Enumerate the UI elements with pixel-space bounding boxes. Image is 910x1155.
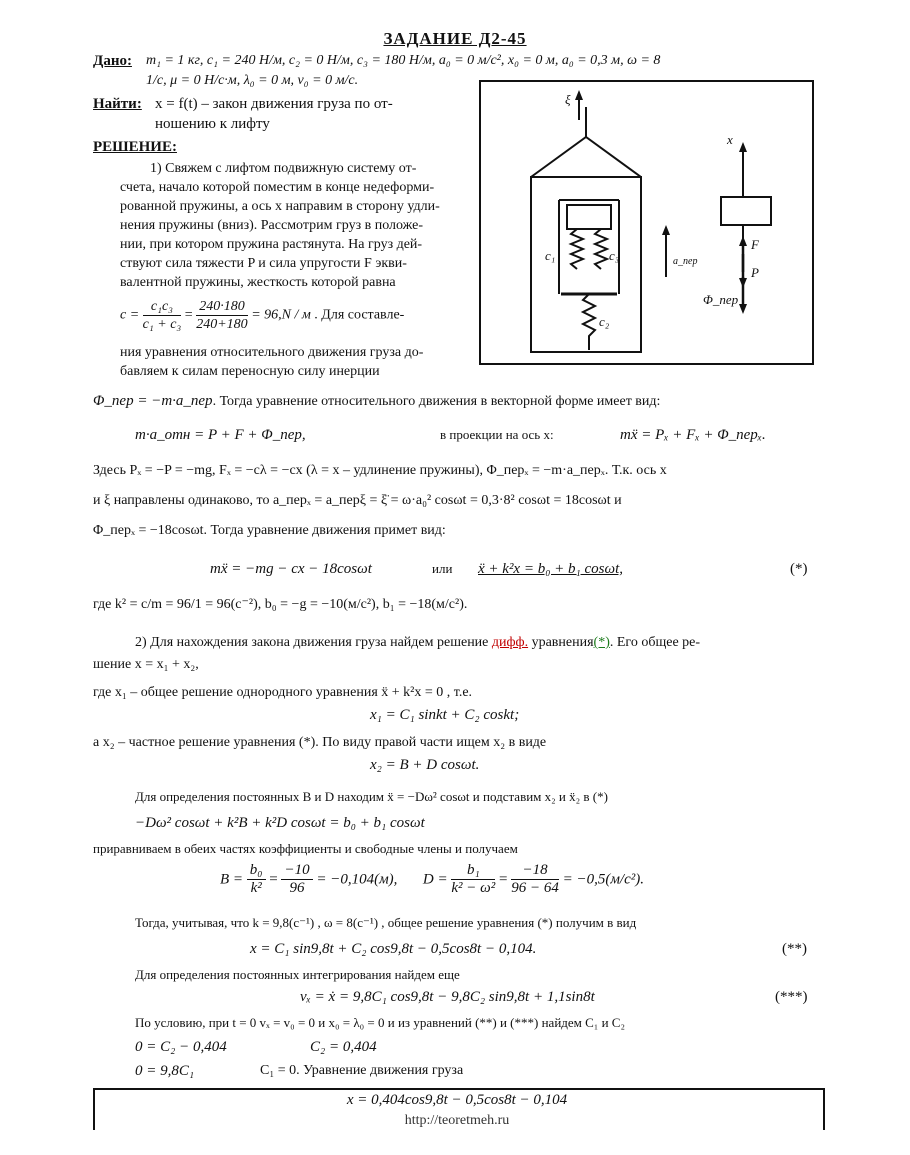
paragraph-2-line-2: и ξ направлены одинаково, то a_перₓ = a_перξ = ξ̈ = ω·a₀² cosωt = 0,3·8² cosωt = 18cosωt и xyxy=(93,493,622,508)
B-fraction-2 xyxy=(281,862,312,897)
stiffness-denominator-2: 240+180 xyxy=(196,317,248,332)
aper-arrowhead xyxy=(662,225,670,235)
paragraph-1-line-6: ствуют сила тяжести P и сила упругости F экви- xyxy=(120,256,407,271)
force-P-arrowhead xyxy=(739,278,747,288)
paragraph-3-line-1-e: . Его общее ре- xyxy=(609,635,701,650)
paragraph-3-line-1-diff: дифф. xyxy=(491,635,529,650)
motion-equation: mẍ = −mg − cx − 18cosωt xyxy=(210,561,372,577)
site-url: http://teoretmeh.ru xyxy=(404,1113,510,1128)
stiffness-numerator-1: c₁c₃ xyxy=(143,298,182,316)
projection-equation: mẍ = Pₓ + Fₓ + Φ_перₓ. xyxy=(620,427,766,443)
x2-equation: x₂ = B + D cosωt. xyxy=(370,757,480,773)
solution-label: РЕШЕНИЕ: xyxy=(93,139,177,155)
paragraph-3-line-1-a: 2) Для нахождения закона движения груза найдем решение xyxy=(135,635,489,650)
figure-label-P: P xyxy=(751,265,759,280)
paragraph-1-line-7: валентной пружины, жесткость которой равна xyxy=(120,275,396,290)
load-box-shape xyxy=(567,205,611,229)
paragraph-5-line-2: Для определения постоянных интегрирования найдем еще xyxy=(135,967,460,982)
paragraph-3-line-4: а x₂ – частное решение уравнения (*). По виду правой части ищем x₂ в виде xyxy=(93,735,547,750)
find-label: Найти: xyxy=(93,96,142,112)
figure-label-Phi: Φ_пер xyxy=(703,292,739,307)
paragraph-2-line-1: Здесь Pₓ = −P = −mg, Fₓ = −cλ = −cx (λ = x – удлинение пружины), Φ_перₓ = −m·a_перₓ. Т.к. ось x xyxy=(93,463,667,478)
D-fraction-1 xyxy=(451,862,495,897)
paragraph-2-line-3: Φ_перₓ = −18cosωt. Тогда уравнение движения примет вид: xyxy=(93,523,446,538)
B-result: = −0,104(м), xyxy=(316,871,398,888)
stiffness-lhs: c = xyxy=(120,307,140,323)
given-line-1: m₁ = 1 кг, c₁ = 240 Н/м, c₂ = 0 Н/м, c₃ = 180 Н/м, a₀ = 0 м/с², x₀ = 0 м, a₀ = 0,3 м, ω = 8 xyxy=(146,53,661,68)
B-denominator-2: 96 xyxy=(289,880,305,896)
inertia-equation: Φ_пер = −m·a_пер xyxy=(93,393,213,409)
stiffness-fraction-1 xyxy=(143,298,182,333)
constant-equation-1: 0 = C₂ − 0,404 xyxy=(135,1039,227,1055)
stiffness-denominator-1: c₁ + c₃ xyxy=(142,317,182,332)
inertia-tail: . Тогда уравнение относительного движения в векторной форме имеет вид: xyxy=(212,394,661,409)
x-axis-arrowhead xyxy=(739,142,747,152)
paragraph-3-line-1-c: уравнения xyxy=(531,635,594,650)
general-solution-tag: (**) xyxy=(782,941,807,957)
figure-label-c3: c₃ xyxy=(609,248,620,263)
paragraph-1-line-4: нения пружины (вниз). Рассмотрим груз в положе- xyxy=(120,218,424,233)
D-result: = −0,5(м/с²). xyxy=(562,871,644,888)
figure-label-c2: c₂ xyxy=(599,314,610,329)
final-equation: x = 0,404cos9,8t − 0,5cos8t − 0,104 xyxy=(346,1092,568,1108)
mechanism-diagram xyxy=(481,82,812,363)
paragraph-1-line-9: бавляем к силам переносную силу инерции xyxy=(120,364,380,379)
paragraph-4-line-2: приравниваем в обеих частях коэффициенты и свободные члены и получаем xyxy=(93,841,518,856)
paragraph-1-line-1: 1) Свяжем с лифтом подвижную систему от- xyxy=(150,161,417,176)
paragraph-3-line-1 xyxy=(135,634,700,652)
given-line-2: 1/с, μ = 0 Н/с·м, λ₀ = 0 м, v₀ = 0 м/с. xyxy=(146,73,359,88)
velocity-equation: vₓ = ẋ = 9,8C₁ cos9,8t − 9,8C₂ sin9,8t + 1,1sin8t xyxy=(300,989,595,1005)
figure-label-c1: c₁ xyxy=(545,248,556,263)
force-Phi-arrowhead xyxy=(739,304,747,314)
find-line-1: x = f(t) – закон движения груза по от- xyxy=(155,96,393,112)
x1-equation: x₁ = C₁ sinkt + C₂ coskt; xyxy=(370,707,520,723)
D-numerator-2: −18 xyxy=(511,862,559,880)
figure-label-F: F xyxy=(751,237,759,252)
paragraph-4-line-1: Для определения постоянных B и D находим ẍ = −Dω² cosωt и подставим x₂ и ẍ₂ в (*) xyxy=(135,789,608,804)
force-F-arrowhead xyxy=(739,236,747,246)
constant-equation-2: 0 = 9,8C₁ xyxy=(135,1063,195,1079)
D-fraction-2 xyxy=(511,862,559,897)
general-solution: x = C₁ sin9,8t + C₂ cos9,8t − 0,5cos8t − 0,104. xyxy=(250,941,537,957)
D-lhs: D = xyxy=(422,871,448,888)
D-mid: = xyxy=(499,871,508,888)
spring-c3-shape xyxy=(595,229,607,269)
motion-or-label: или xyxy=(432,561,453,576)
D-numerator-1: b₁ xyxy=(451,862,495,880)
k-squared-line: где k² = c/m = 96/1 = 96(с⁻²), b₀ = −g = −10(м/с²), b₁ = −18(м/с²). xyxy=(93,597,468,612)
elevator-roof-shape xyxy=(531,137,641,177)
vector-equation: m·a_отн = P + F + Φ_пер, xyxy=(135,427,306,443)
stiffness-formula xyxy=(120,298,404,338)
B-numerator-2: −10 xyxy=(281,862,312,880)
B-denominator-1: k² xyxy=(250,880,262,896)
given-label: Дано: xyxy=(93,53,132,69)
paragraph-3-line-2: шение x = x₁ + x₂, xyxy=(93,657,199,672)
B-fraction-1 xyxy=(247,862,266,897)
paragraph-6-line-1: По условию, при t = 0 vₓ = v₀ = 0 и x₀ = λ₀ = 0 и из уравнений (**) и (***) найдем C₁ и C₂ xyxy=(135,1015,626,1030)
D-denominator-1: k² − ω² xyxy=(451,880,496,896)
B-lhs: B = xyxy=(220,871,244,888)
D-denominator-2: 96 − 64 xyxy=(511,880,559,896)
mechanism-figure xyxy=(479,80,814,365)
stiffness-tail: . Для составле- xyxy=(314,307,405,323)
spring-c1-shape xyxy=(571,229,583,269)
inertia-line xyxy=(93,392,660,411)
constant-value-2: C₁ = 0. Уравнение движения груза xyxy=(260,1063,464,1078)
figure-label-aper: a_пер xyxy=(673,256,698,267)
projection-label: в проекции на ось x: xyxy=(440,427,554,442)
paragraph-1-line-8: ния уравнения относительного движения груза до- xyxy=(120,345,424,360)
paragraph-1-line-2: счета, начало которой поместим в конце недеформи- xyxy=(120,180,435,195)
figure-label-x: x xyxy=(727,132,733,147)
paragraph-1-line-3: рованной пружины, а ось x направим в сторону удли- xyxy=(120,199,440,214)
paragraph-3-line-1-ref: (*) xyxy=(593,635,610,650)
motion-canonical-equation: ẍ + k²x = b₀ + b₁ cosωt, xyxy=(478,561,624,577)
spring-c2-shape xyxy=(583,294,595,350)
B-mid: = xyxy=(269,871,278,888)
find-line-2: ношению к лифту xyxy=(155,116,270,132)
B-D-formulas xyxy=(220,862,644,902)
stiffness-fraction-2 xyxy=(196,298,248,333)
paragraph-5-line-1: Тогда, учитывая, что k = 9,8(с⁻¹) , ω = 8(с⁻¹) , общее решение уравнения (*) получим в вид xyxy=(135,915,637,930)
stiffness-result: = 96,N / м xyxy=(251,307,311,323)
paragraph-3-line-3: где x₁ – общее решение однородного уравнения ẍ + k²x = 0 , т.е. xyxy=(93,685,473,700)
B-numerator-1: b₀ xyxy=(247,862,266,880)
velocity-equation-tag: (***) xyxy=(775,989,808,1005)
task-title: ЗАДАНИЕ Д2-45 xyxy=(383,29,527,48)
constant-value-1: C₂ = 0,404 xyxy=(310,1039,377,1055)
free-body-box xyxy=(721,197,771,225)
figure-label-xi: ξ xyxy=(565,92,571,107)
substitution-equation: −Dω² cosωt + k²B + k²D cosωt = b₀ + b₁ cosωt xyxy=(135,815,425,831)
stiffness-numerator-2: 240·180 xyxy=(196,298,248,316)
motion-equation-tag: (*) xyxy=(790,561,808,577)
paragraph-1-line-5: нии, при котором пружина растянута. На груз дей- xyxy=(120,237,423,252)
stiffness-eq: = xyxy=(184,307,193,323)
xi-arrowhead xyxy=(575,90,583,100)
